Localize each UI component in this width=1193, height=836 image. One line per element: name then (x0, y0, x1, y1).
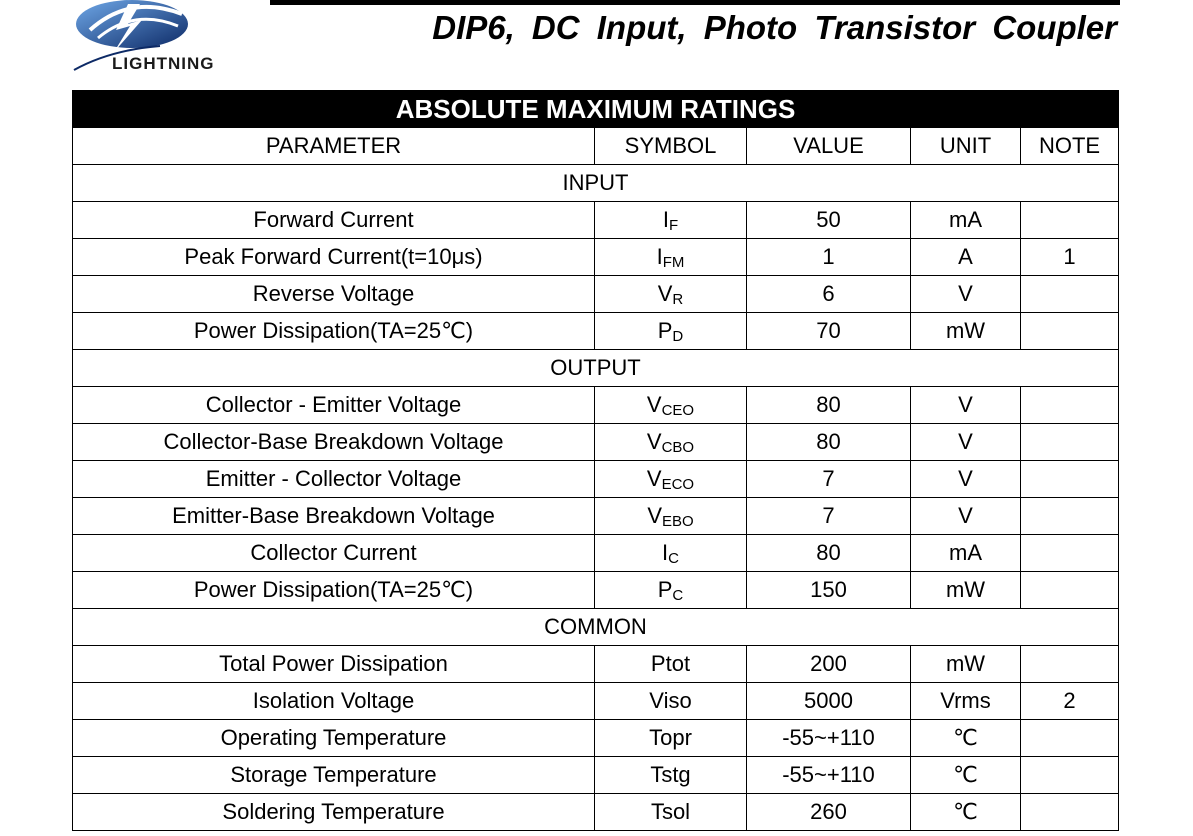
absolute-max-ratings-table (72, 90, 1119, 831)
symbol-cell (595, 646, 747, 683)
note-cell (1021, 387, 1119, 424)
column-header-value: VALUE (747, 128, 911, 165)
table-row (73, 720, 1119, 757)
parameter-cell: Power Dissipation(TA=25℃) (73, 313, 595, 350)
symbol (662, 207, 679, 234)
unit-cell: A (911, 239, 1021, 276)
symbol (646, 466, 695, 493)
symbol-cell (595, 424, 747, 461)
value-cell: 150 (747, 572, 911, 609)
symbol-cell (595, 202, 747, 239)
unit-cell: Vrms (911, 683, 1021, 720)
symbol (651, 801, 690, 823)
value-cell: 80 (747, 387, 911, 424)
note-cell (1021, 720, 1119, 757)
table-row (73, 757, 1119, 794)
column-header-unit: UNIT (911, 128, 1021, 165)
unit-cell: V (911, 461, 1021, 498)
note-cell (1021, 276, 1119, 313)
unit-cell: V (911, 424, 1021, 461)
brand-name: LIGHTNING (112, 54, 215, 73)
table-header-row (73, 128, 1119, 165)
parameter-cell: Power Dissipation(TA=25℃) (73, 572, 595, 609)
symbol-base: Tstg (650, 762, 691, 787)
parameter-cell: Collector Current (73, 535, 595, 572)
table-row (73, 535, 1119, 572)
symbol (647, 503, 694, 530)
symbol-subscript: F (668, 217, 679, 234)
note-cell (1021, 757, 1119, 794)
symbol-cell (595, 276, 747, 313)
note-cell: 2 (1021, 683, 1119, 720)
symbol-base: P (657, 577, 673, 602)
unit-cell: ℃ (911, 720, 1021, 757)
note-cell (1021, 313, 1119, 350)
unit-cell: ℃ (911, 794, 1021, 831)
symbol-cell (595, 535, 747, 572)
symbol-subscript: EBO (662, 513, 694, 530)
value-cell: 260 (747, 794, 911, 831)
note-cell (1021, 202, 1119, 239)
symbol-base: I (656, 244, 663, 269)
symbol-base: V (646, 466, 662, 491)
parameter-cell: Isolation Voltage (73, 683, 595, 720)
parameter-cell: Emitter-Base Breakdown Voltage (73, 498, 595, 535)
symbol-subscript: C (672, 587, 684, 604)
value-cell: 50 (747, 202, 911, 239)
symbol-base: V (657, 281, 673, 306)
symbol-cell (595, 794, 747, 831)
unit-cell: V (911, 498, 1021, 535)
symbol-subscript: D (672, 328, 684, 345)
table-row (73, 313, 1119, 350)
unit-cell: mA (911, 202, 1021, 239)
symbol (657, 281, 684, 308)
symbol-base: I (662, 540, 669, 565)
value-cell: 80 (747, 535, 911, 572)
parameter-cell: Storage Temperature (73, 757, 595, 794)
section-row-input (73, 165, 1119, 202)
symbol (657, 318, 684, 345)
header-rule (270, 0, 1120, 5)
symbol-subscript: ECO (661, 476, 695, 493)
parameter-cell: Reverse Voltage (73, 276, 595, 313)
symbol-subscript: C (668, 550, 679, 567)
table-row (73, 572, 1119, 609)
value-cell: 1 (747, 239, 911, 276)
unit-cell: mA (911, 535, 1021, 572)
symbol-subscript: FM (662, 254, 685, 271)
unit-cell: V (911, 387, 1021, 424)
column-header-symbol: SYMBOL (595, 128, 747, 165)
table-row (73, 276, 1119, 313)
value-cell: -55~+110 (747, 757, 911, 794)
unit-cell: mW (911, 646, 1021, 683)
column-header-note: NOTE (1021, 128, 1119, 165)
value-cell: 200 (747, 646, 911, 683)
parameter-cell: Collector - Emitter Voltage (73, 387, 595, 424)
symbol-base: Topr (649, 725, 692, 750)
table-row (73, 646, 1119, 683)
value-cell: 80 (747, 424, 911, 461)
section-label: COMMON (73, 609, 1119, 646)
value-cell: 70 (747, 313, 911, 350)
symbol (646, 392, 695, 419)
table-row (73, 387, 1119, 424)
symbol-base: V (646, 392, 662, 417)
parameter-cell: Soldering Temperature (73, 794, 595, 831)
symbol (650, 764, 690, 786)
symbol (651, 653, 690, 675)
table-row (73, 498, 1119, 535)
parameter-cell: Collector-Base Breakdown Voltage (73, 424, 595, 461)
table-row (73, 794, 1119, 831)
symbol-cell (595, 239, 747, 276)
column-header-parameter: PARAMETER (73, 128, 595, 165)
brand-logo (70, 0, 250, 78)
unit-cell: ℃ (911, 757, 1021, 794)
table-row (73, 683, 1119, 720)
note-cell (1021, 535, 1119, 572)
document-title: DIP6, DC Input, Photo Transistor Coupler (432, 9, 1117, 46)
symbol-cell (595, 572, 747, 609)
note-cell (1021, 424, 1119, 461)
symbol (657, 577, 684, 604)
symbol (646, 429, 695, 456)
symbol-subscript: R (672, 291, 684, 308)
section-label: OUTPUT (73, 350, 1119, 387)
symbol-cell (595, 498, 747, 535)
section-row-output (73, 350, 1119, 387)
value-cell: 7 (747, 461, 911, 498)
symbol (649, 690, 691, 712)
symbol-cell (595, 683, 747, 720)
value-cell: 6 (747, 276, 911, 313)
symbol-base: P (657, 318, 673, 343)
symbol (649, 727, 692, 749)
symbol-cell (595, 461, 747, 498)
table-row (73, 202, 1119, 239)
symbol-base: Viso (649, 688, 692, 713)
symbol (656, 244, 685, 271)
symbol-subscript: CBO (661, 439, 695, 456)
unit-cell: mW (911, 572, 1021, 609)
note-cell (1021, 794, 1119, 831)
note-cell (1021, 498, 1119, 535)
parameter-cell: Peak Forward Current(t=10μs) (73, 239, 595, 276)
parameter-cell: Emitter - Collector Voltage (73, 461, 595, 498)
parameter-cell: Forward Current (73, 202, 595, 239)
note-cell (1021, 461, 1119, 498)
symbol-cell (595, 757, 747, 794)
note-cell: 1 (1021, 239, 1119, 276)
symbol-base: V (646, 429, 662, 454)
symbol (662, 540, 679, 567)
note-cell (1021, 646, 1119, 683)
parameter-cell: Total Power Dissipation (73, 646, 595, 683)
symbol-base: I (662, 207, 669, 232)
note-cell (1021, 572, 1119, 609)
symbol-base: V (647, 503, 662, 528)
table-title: ABSOLUTE MAXIMUM RATINGS (73, 91, 1119, 128)
symbol-base: Ptot (650, 651, 691, 676)
value-cell: -55~+110 (747, 720, 911, 757)
table-row (73, 461, 1119, 498)
parameter-cell: Operating Temperature (73, 720, 595, 757)
value-cell: 5000 (747, 683, 911, 720)
unit-cell: V (911, 276, 1021, 313)
table-row (73, 424, 1119, 461)
value-cell: 7 (747, 498, 911, 535)
symbol-cell (595, 313, 747, 350)
symbol-cell (595, 720, 747, 757)
section-label: INPUT (73, 165, 1119, 202)
symbol-cell (595, 387, 747, 424)
symbol-base: Tsol (650, 799, 691, 824)
table-row (73, 239, 1119, 276)
table-title-row (73, 91, 1119, 128)
section-row-common (73, 609, 1119, 646)
symbol-subscript: CEO (661, 402, 695, 419)
unit-cell: mW (911, 313, 1021, 350)
